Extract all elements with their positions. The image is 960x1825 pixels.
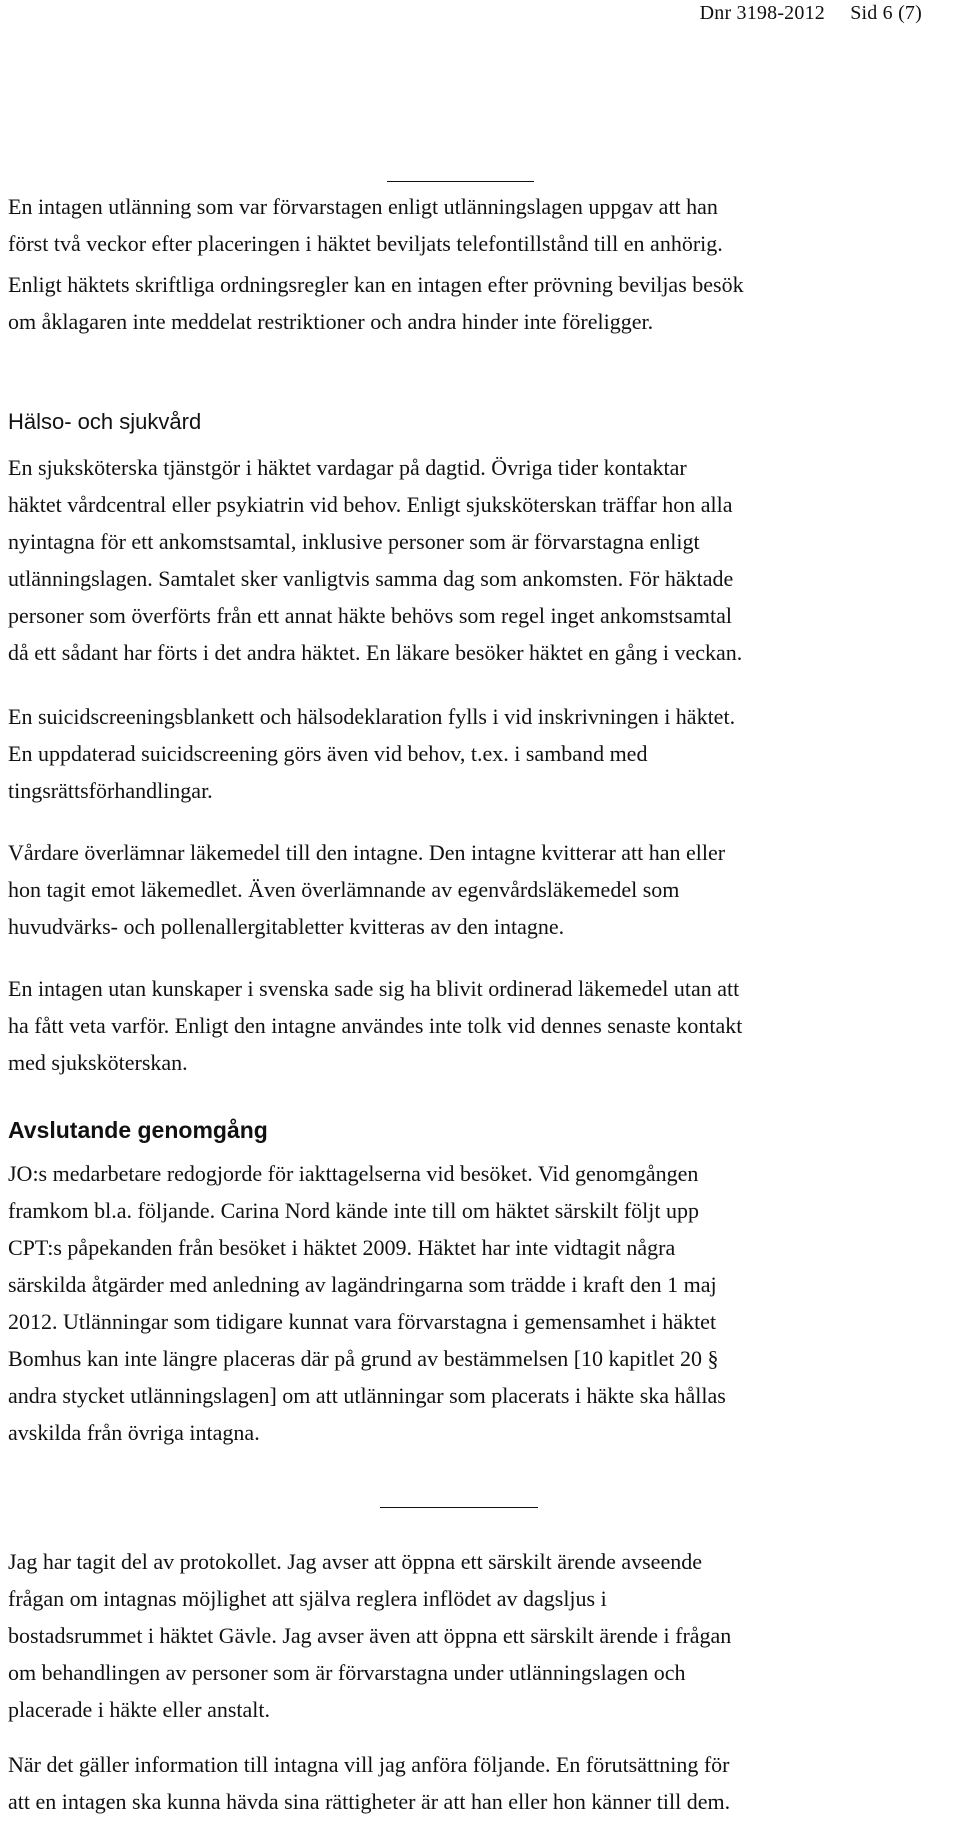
text-line: Enligt häktets skriftliga ordningsregler kan en intagen efter prövning beviljas besök xyxy=(8,272,744,297)
section-divider xyxy=(387,181,534,182)
text-line: framkom bl.a. följande. Carina Nord kände inte till om häktet särskilt följt upp xyxy=(8,1198,700,1223)
text-line: först två veckor efter placeringen i häktet beviljats telefontillstånd till en anhörig. xyxy=(8,231,723,256)
paragraph-4 xyxy=(8,698,928,809)
text-line: huvudvärks- och pollenallergitabletter kvitteras av den intagne. xyxy=(8,914,565,939)
case-number: Dnr 3198-2012 xyxy=(699,2,825,24)
text-line: När det gäller information till intagna vill jag anföra följande. En förutsättning för xyxy=(8,1752,730,1777)
paragraph-3 xyxy=(8,449,928,671)
text-line: En sjuksköterska tjänstgör i häktet vardagar på dagtid. Övriga tider kontaktar xyxy=(8,455,687,480)
section-heading-health: Hälso- och sjukvård xyxy=(8,409,202,434)
text-line: nyintagna för ett ankomstsamtal, inklusive personer som är förvarstagna enligt xyxy=(8,529,700,554)
page-header xyxy=(700,2,922,25)
text-line: En uppdaterad suicidscreening görs även vid behov, t.ex. i samband med xyxy=(8,741,648,766)
text-line: CPT:s påpekanden från besöket i häktet 2009. Häktet har inte vidtagit några xyxy=(8,1235,676,1260)
paragraph-5 xyxy=(8,834,928,945)
text-line: bostadsrummet i häktet Gävle. Jag avser även att öppna ett särskilt ärende i frågan xyxy=(8,1623,732,1648)
text-line: ha fått veta varför. Enligt den intagne användes inte tolk vid dennes senaste kontakt xyxy=(8,1013,743,1038)
text-line: En intagen utlänning som var förvarstagen enligt utlänningslagen uppgav att han xyxy=(8,194,718,219)
text-line: häktet vårdcentral eller psykiatrin vid behov. Enligt sjuksköterskan träffar hon alla xyxy=(8,492,733,517)
text-line: 2012. Utlänningar som tidigare kunnat vara förvarstagna i gemensamhet i häktet xyxy=(8,1309,717,1334)
text-line: då ett sådant har förts i det andra häktet. En läkare besöker häktet en gång i veckan. xyxy=(8,640,743,665)
text-line: hon tagit emot läkemedlet. Även överlämnande av egenvårdsläkemedel som xyxy=(8,877,680,902)
section-heading-closing: Avslutande genomgång xyxy=(8,1117,268,1143)
text-line: särskilda åtgärder med anledning av lagändringarna som trädde i kraft den 1 maj xyxy=(8,1272,717,1297)
paragraph-2 xyxy=(8,266,928,340)
text-line: om behandlingen av personer som är förvarstagna under utlänningslagen och xyxy=(8,1660,686,1685)
paragraph-8 xyxy=(8,1543,928,1728)
text-line: om åklagaren inte meddelat restriktioner och andra hinder inte föreligger. xyxy=(8,309,654,334)
text-line: att en intagen ska kunna hävda sina rättigheter är att han eller hon känner till dem. xyxy=(8,1789,731,1814)
text-line: utlänningslagen. Samtalet sker vanligtvis samma dag som ankomsten. För häktade xyxy=(8,566,734,591)
paragraph-9 xyxy=(8,1746,928,1820)
text-line: Bomhus kan inte längre placeras där på grund av bestämmelsen [10 kapitlet 20 § xyxy=(8,1346,719,1371)
page-number: Sid 6 (7) xyxy=(850,2,922,24)
paragraph-1 xyxy=(8,188,928,262)
text-line: En intagen utan kunskaper i svenska sade sig ha blivit ordinerad läkemedel utan att xyxy=(8,976,740,1001)
text-line: frågan om intagnas möjlighet att själva reglera inflödet av dagsljus i xyxy=(8,1586,607,1611)
section-divider xyxy=(380,1507,538,1508)
text-line: Jag har tagit del av protokollet. Jag avser att öppna ett särskilt ärende avseende xyxy=(8,1549,702,1574)
paragraph-6 xyxy=(8,970,928,1081)
text-line: andra stycket utlänningslagen] om att utlänningar som placerats i häkte ska hållas xyxy=(8,1383,726,1408)
text-line: med sjuksköterskan. xyxy=(8,1050,188,1075)
text-line: avskilda från övriga intagna. xyxy=(8,1420,260,1445)
text-line: En suicidscreeningsblankett och hälsodeklaration fylls i vid inskrivningen i häktet. xyxy=(8,704,736,729)
paragraph-7 xyxy=(8,1155,928,1451)
text-line: tingsrättsförhandlingar. xyxy=(8,778,213,803)
text-line: JO:s medarbetare redogjorde för iakttagelserna vid besöket. Vid genomgången xyxy=(8,1161,699,1186)
text-line: personer som överförts från ett annat häkte behövs som regel inget ankomstsamtal xyxy=(8,603,732,628)
text-line: Vårdare överlämnar läkemedel till den intagne. Den intagne kvitterar att han eller xyxy=(8,840,726,865)
text-line: placerade i häkte eller anstalt. xyxy=(8,1697,271,1722)
